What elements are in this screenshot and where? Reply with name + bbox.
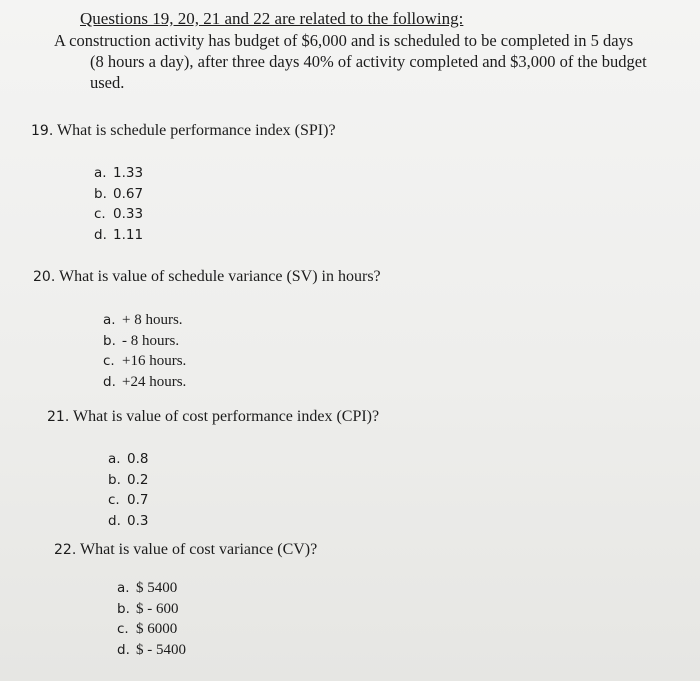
option-d: d. 1.11 — [94, 226, 144, 243]
option-b: b. 0.67 — [94, 185, 144, 202]
question-text: What is value of schedule variance (SV) in hours? — [58, 268, 381, 285]
question-21 — [47, 408, 379, 426]
option-c: c. 0.33 — [94, 206, 144, 222]
option-a: a. 0.8 — [108, 451, 149, 467]
problem-statement-line-1: A construction activity has budget of $6,000 and is scheduled to be completed in 5 days — [54, 31, 634, 50]
option-a: a. $ 5400 — [117, 580, 178, 596]
option-d: d. $ - 5400 — [117, 641, 186, 658]
option-b: b. $ - 600 — [117, 600, 179, 617]
option-a: a. 1.33 — [94, 165, 144, 181]
question-20-options — [103, 310, 186, 392]
section-heading: Questions 19, 20, 21 and 22 are related to the following: — [80, 9, 464, 28]
question-22 — [54, 541, 317, 559]
option-a: a. + 8 hours. — [103, 312, 183, 328]
option-c: c. $ 6000 — [117, 621, 178, 637]
question-text: What is value of cost performance index (CPI)? — [72, 408, 380, 425]
question-21-options — [108, 449, 148, 531]
question-text: What is schedule performance index (SPI)? — [56, 122, 336, 139]
question-number: 22. — [54, 542, 77, 558]
question-19-options — [94, 163, 143, 245]
question-text: What is value of cost variance (CV)? — [79, 541, 318, 558]
option-c: c. 0.7 — [108, 492, 149, 508]
question-20 — [33, 268, 381, 286]
option-d: d. +24 hours. — [103, 373, 187, 390]
option-b: b. - 8 hours. — [103, 332, 180, 349]
question-number: 20. — [33, 269, 56, 285]
question-number: 21. — [47, 409, 70, 425]
question-number: 19. — [31, 123, 54, 139]
option-c: c. +16 hours. — [103, 353, 187, 369]
question-19 — [31, 122, 336, 140]
problem-statement-continuation: (8 hours a day), after three days 40% of activity completed and $3,000 of the budget used. — [90, 52, 647, 92]
option-b: b. 0.2 — [108, 471, 149, 488]
problem-statement — [54, 30, 684, 93]
question-22-options — [117, 578, 186, 660]
option-d: d. 0.3 — [108, 512, 149, 529]
